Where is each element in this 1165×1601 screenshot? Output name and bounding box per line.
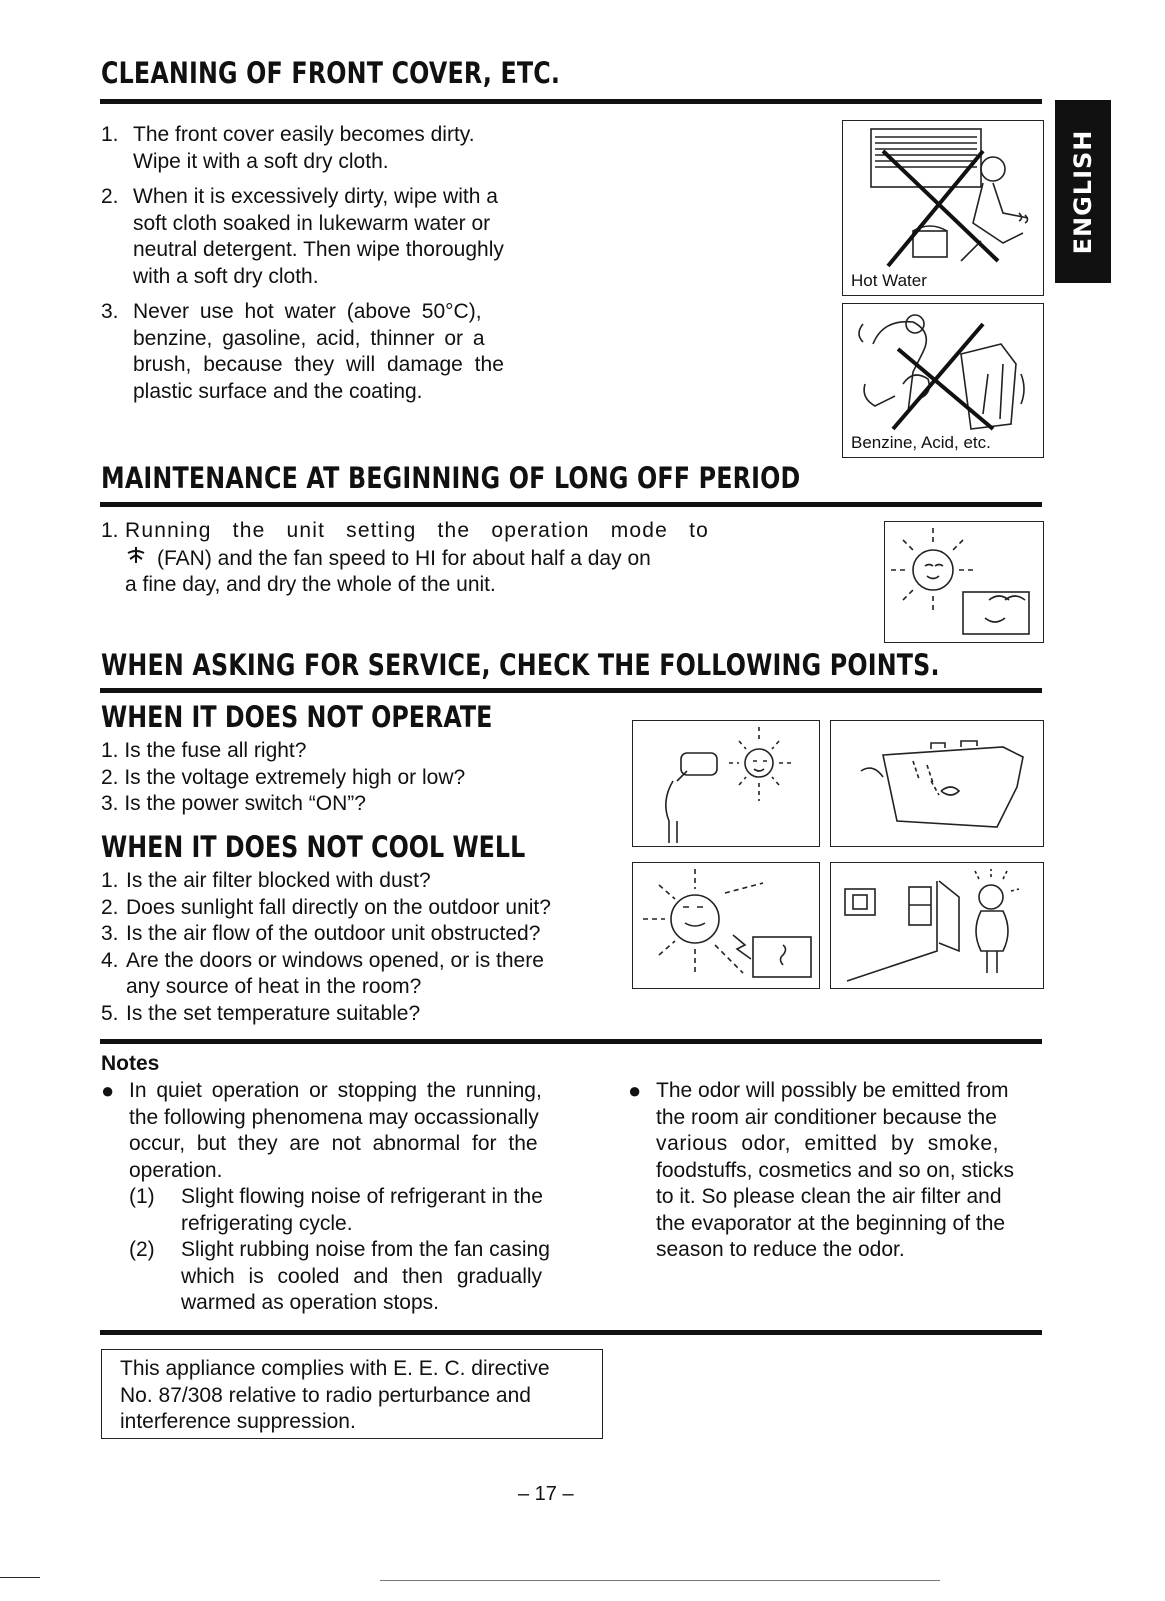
- list-item: 4. Are the doors or windows opened, or is there any source of heat in the room?: [101, 948, 544, 998]
- service-figure-doors: [830, 862, 1044, 989]
- section-rule: [100, 502, 1042, 507]
- text-line-with-icon: [125, 545, 743, 573]
- sun-dry-illustration: [885, 522, 1043, 642]
- text-line: (FAN) and the fan speed to HI for about half a day on: [157, 546, 651, 570]
- list-item: [628, 1078, 1038, 1264]
- text-line: Running the unit setting the operation mode to: [125, 519, 709, 542]
- list-item: 2. Does sunlight fall directly on the outdoor unit?: [101, 895, 551, 919]
- text-line: Never use hot water (above 50°C),: [133, 300, 482, 323]
- list-item: [101, 518, 743, 599]
- subtitle-not-cool: WHEN IT DOES NOT COOL WELL: [101, 830, 526, 864]
- service-figure-switch: [830, 720, 1044, 847]
- sub-item: (2) Slight rubbing noise from the fan casing which is cooled and then gradually warmed as operation stops.: [129, 1238, 550, 1314]
- section-title-cleaning: CLEANING OF FRONT COVER, ETC.: [101, 56, 561, 90]
- item-text: [133, 122, 541, 175]
- benzine-figure: [842, 303, 1044, 458]
- list-item: [101, 184, 541, 290]
- language-tab-label: ENGLISH: [1069, 129, 1097, 254]
- list-item: 3. Is the power switch “ON”?: [101, 792, 366, 815]
- text-line: The front cover easily becomes dirty.: [133, 123, 475, 146]
- list-item: 2. Is the voltage extremely high or low?: [101, 765, 466, 789]
- hot-water-illustration: [843, 121, 1043, 295]
- section-rule: [100, 1039, 1042, 1044]
- not-cool-list: [101, 868, 621, 1027]
- service-figure-sunlight: [632, 862, 820, 989]
- note-text: The odor will possibly be emitted from the room air conditioner because the various odor, emitted by smoke, foodstuffs, cosmetics and so on, sticks to it. So please clean the air filter and the evaporator at the beginning of the season to reduce the odor.: [656, 1079, 1014, 1261]
- notes-title: Notes: [101, 1052, 160, 1075]
- list-item: 5. Is the set temperature suitable?: [101, 1001, 421, 1025]
- hot-water-figure: [842, 120, 1044, 296]
- text-line: soft cloth soaked in lukewarm water or: [133, 211, 491, 235]
- compliance-text: This appliance complies with E. E. C. directive No. 87/308 relative to radio perturbance and interference suppression.: [120, 1357, 550, 1433]
- item-text: [133, 184, 541, 290]
- scan-edge-line: [380, 1580, 940, 1581]
- sub-item: (1) Slight flowing noise of refrigerant in the refrigerating cycle.: [129, 1185, 543, 1235]
- item-number: 1.: [101, 519, 119, 542]
- text-line: When it is excessively dirty, wipe with a: [133, 185, 498, 208]
- list-item: 3. Is the air flow of the outdoor unit obstructed?: [101, 922, 541, 945]
- list-item: 1. Is the air filter blocked with dust?: [101, 869, 431, 892]
- fan-icon: [125, 545, 157, 573]
- text-line: Wipe it with a soft dry cloth.: [133, 149, 389, 173]
- notes-right: [628, 1078, 1038, 1264]
- figure-caption: Benzine, Acid, etc.: [851, 433, 991, 452]
- item-text: [125, 518, 743, 599]
- section-title-service: WHEN ASKING FOR SERVICE, CHECK THE FOLLOWING POINTS.: [101, 648, 940, 682]
- figure-caption: Hot Water: [851, 271, 927, 290]
- cleaning-list: [101, 122, 541, 405]
- section-title-maintenance: MAINTENANCE AT BEGINNING OF LONG OFF PERIOD: [101, 461, 801, 495]
- text-line: neutral detergent. Then wipe thoroughly: [133, 238, 504, 261]
- list-item: [101, 1078, 575, 1317]
- notes-left: [101, 1078, 575, 1317]
- service-figure-fuse: [632, 720, 820, 847]
- maintenance-text: [101, 518, 743, 599]
- scan-edge-line: [0, 1577, 40, 1578]
- not-operate-list: [101, 738, 601, 818]
- note-text: In quiet operation or stopping the running, the following phenomena may occassionally occur, but they are not abnormal for the operation. (1) Slight flowing noise of refrigerant in the refrigerating cycle. (2) Slight rubbing noise from the fan casing which is cooled and then gradually warmed as operation stops.: [129, 1078, 575, 1317]
- bullet-icon: ●: [101, 1078, 115, 1103]
- section-rule: [100, 688, 1042, 693]
- text-line: brush, because they will damage the: [133, 353, 504, 376]
- list-item: 1. Is the fuse all right?: [101, 739, 307, 762]
- compliance-notice: [101, 1349, 603, 1439]
- section-rule: [100, 1330, 1042, 1335]
- item-number: 3.: [101, 300, 119, 323]
- bullet-icon: ●: [628, 1078, 642, 1103]
- list-item: [101, 122, 541, 175]
- text-line: a fine day, and dry the whole of the unit.: [125, 573, 496, 596]
- language-tab: [1055, 100, 1111, 283]
- subtitle-not-operate: WHEN IT DOES NOT OPERATE: [101, 700, 493, 734]
- text-line: with a soft dry cloth.: [133, 264, 319, 288]
- item-number: 1.: [101, 123, 119, 146]
- item-text: [133, 299, 541, 405]
- item-number: 2.: [101, 185, 119, 208]
- text-line: benzine, gasoline, acid, thinner or a: [133, 326, 485, 350]
- list-item: [101, 299, 541, 405]
- text-line: plastic surface and the coating.: [133, 379, 423, 403]
- page-number: – 17 –: [518, 1483, 574, 1505]
- sun-dry-figure: [884, 521, 1044, 643]
- section-rule: [100, 99, 1042, 104]
